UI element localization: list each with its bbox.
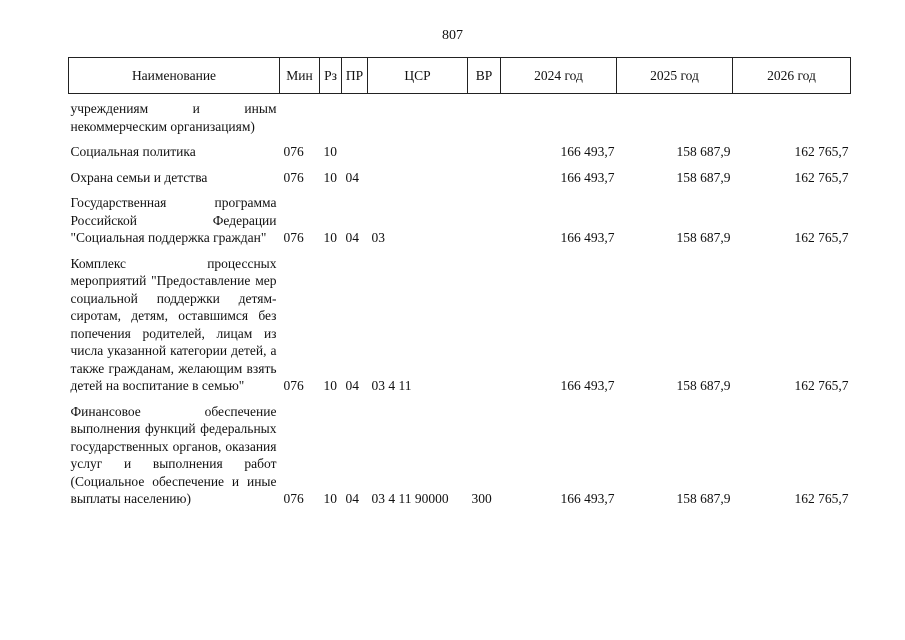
row-2024 [501,100,617,137]
row-min: 076 [283,169,304,185]
page-number: 807 [442,28,463,43]
table-row [69,100,851,137]
row-2024: 166 493,7 [560,491,615,506]
row-name: учреждениям и иным некоммерческим организациям) [70,101,277,134]
row-2026: 162 765,7 [794,491,849,506]
row-pr [342,143,368,163]
row-2024: 166 493,7 [560,230,615,245]
row-vr [468,194,501,249]
row-vr [468,100,501,137]
row-min: 076 [283,491,304,506]
row-min: 076 [283,230,304,245]
row-2024: 166 493,7 [560,169,615,185]
header-2025: 2025 год [617,58,733,94]
row-rz [320,100,342,137]
header-vr: ВР [468,58,501,94]
row-min: 076 [283,144,304,159]
row-vr [468,169,501,189]
row-2026: 162 765,7 [794,378,849,393]
row-2026: 162 765,7 [794,169,849,185]
row-rz: 10 [323,491,337,506]
table-row [69,169,851,189]
row-vr [468,255,501,397]
row-csr [368,169,468,189]
row-name: Финансовое обеспечение выполнения функций федеральных государственных органов, оказания услуг и выполнения работ (Социальное обеспечение и иные выплаты населению) [70,403,277,506]
row-pr [342,100,368,137]
row-csr: 03 4 11 90000 [371,491,449,506]
row-2025 [617,100,733,137]
row-rz: 10 [323,144,337,159]
header-rz: Рз [320,58,342,94]
table-row [69,143,851,163]
budget-table [68,57,851,510]
row-pr: 04 [345,491,359,506]
header-min: Мин [280,58,320,94]
row-2026: 162 765,7 [794,144,849,159]
header-name: Наименование [69,58,280,94]
row-min [280,100,320,137]
row-2024: 166 493,7 [560,378,615,393]
header-pr: ПР [342,58,368,94]
row-vr: 300 [471,491,492,506]
row-name: Социальная политика [70,144,196,159]
row-csr: 03 [371,230,385,245]
row-csr: 03 4 11 [371,378,412,393]
table-row [69,194,851,249]
row-2025: 158 687,9 [676,491,731,506]
row-rz: 10 [323,169,337,185]
row-min: 076 [283,378,304,393]
row-csr [368,100,468,137]
row-2024: 166 493,7 [560,144,615,159]
row-rz: 10 [323,378,337,393]
row-2025: 158 687,9 [676,230,731,245]
row-2025: 158 687,9 [676,144,731,159]
row-pr: 04 [345,169,359,185]
row-2025: 158 687,9 [676,169,731,185]
row-name: Комплекс процессных мероприятий "Предоставление мер социальной поддержки детям-сиротам, детям, оставшимся без попечения родителей, лицам из числа указанной категории детей, а также гражданам, желающим взять детей на воспитание в семью" [70,255,277,393]
header-2026: 2026 год [733,58,851,94]
table-header-row [69,58,851,94]
row-pr: 04 [345,230,359,245]
row-2026: 162 765,7 [794,230,849,245]
row-2026 [733,100,851,137]
table-row [69,403,851,510]
row-name: Государственная программа Российской Федерации "Социальная поддержка граждан" [70,195,277,245]
row-2025: 158 687,9 [676,378,731,393]
row-name: Охрана семьи и детства [70,169,208,185]
header-2024: 2024 год [501,58,617,94]
row-rz: 10 [323,230,337,245]
table-row [69,255,851,397]
row-vr [468,143,501,163]
row-pr: 04 [345,378,359,393]
row-csr [368,143,468,163]
header-csr: ЦСР [368,58,468,94]
